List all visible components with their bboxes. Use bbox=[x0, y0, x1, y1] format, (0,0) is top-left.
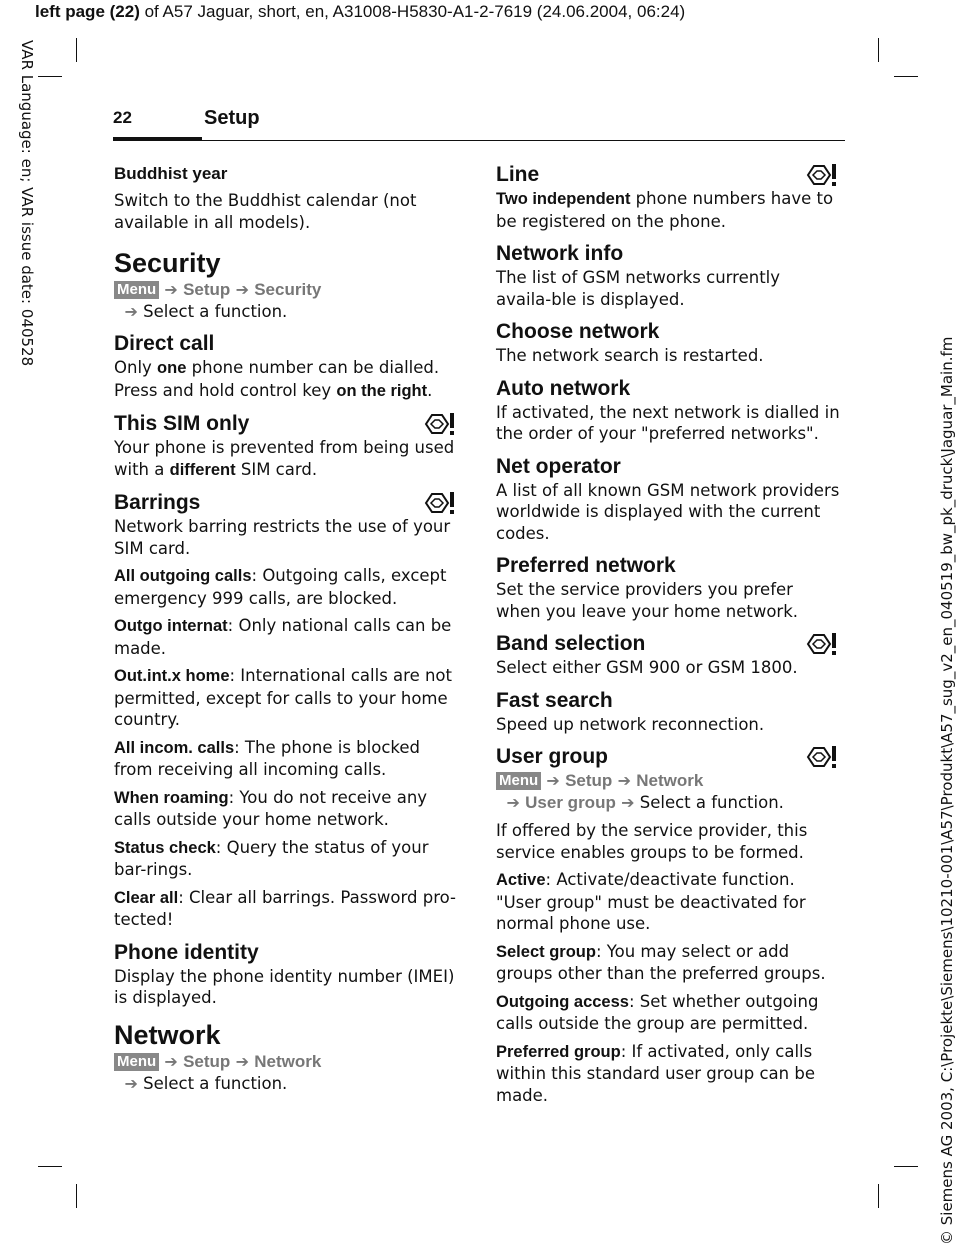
user-group-option: Select group: You may select or add groups other than the preferred groups. bbox=[496, 941, 826, 983]
arrow-right-icon: ➔ bbox=[164, 280, 178, 299]
path-item: Setup bbox=[183, 280, 231, 299]
preferred-network-heading: Preferred network bbox=[496, 554, 676, 577]
fast-search-heading: Fast search bbox=[496, 688, 613, 712]
arrow-right-icon: ➔ bbox=[235, 280, 249, 299]
crop-mark bbox=[76, 38, 77, 62]
network-info-text: The list of GSM networks currently availa-ble is displayed. bbox=[496, 268, 781, 309]
path-item: Setup bbox=[183, 1051, 231, 1071]
barring-option: All outgoing calls: Outgoing calls, except emergency 999 calls, are blocked. bbox=[114, 566, 447, 608]
crop-mark bbox=[38, 76, 62, 77]
right-column bbox=[496, 162, 840, 1112]
line-text: Two independent phone numbers have to be registered on the phone. bbox=[496, 189, 834, 231]
phone-identity-text: Display the phone identity number (IMEI) is displayed. bbox=[114, 966, 455, 1007]
buddhist-year-heading: Buddhist year bbox=[114, 164, 228, 183]
fast-search-text: Speed up network reconnection. bbox=[496, 714, 765, 734]
crop-mark bbox=[878, 38, 879, 62]
band-selection-text: Select either GSM 900 or GSM 1800. bbox=[496, 658, 798, 677]
path-item: Setup bbox=[565, 771, 613, 790]
sim-card-icon bbox=[804, 631, 838, 657]
path-instruction: Select a function. bbox=[639, 793, 784, 812]
user-group-option: Active: Activate/deactivate function. "User group" must be deactivated for normal phone use. bbox=[496, 870, 806, 933]
network-menu-path bbox=[114, 1051, 458, 1095]
crop-mark bbox=[76, 1184, 77, 1208]
crop-mark bbox=[894, 1166, 918, 1167]
arrow-right-icon: ➔ bbox=[124, 1073, 138, 1093]
user-group-option: Preferred group: If activated, only calls within this standard user group can be made. bbox=[496, 1041, 815, 1105]
barring-option: Out.int.x home: International calls are not permitted, except for calls to your home country. bbox=[114, 666, 453, 729]
band-selection-heading: Band selection bbox=[496, 631, 840, 657]
user-group-text: If offered by the service provider, this service enables groups to be formed. bbox=[496, 821, 808, 862]
side-note-left: VAR Language: en; VAR issue date: 040528 bbox=[18, 40, 36, 367]
print-header bbox=[35, 2, 915, 22]
arrow-right-icon: ➔ bbox=[617, 771, 631, 790]
arrow-right-icon: ➔ bbox=[546, 771, 560, 790]
preferred-network-text: Set the service providers you prefer when you leave your home network. bbox=[496, 580, 798, 621]
crop-mark bbox=[38, 1166, 62, 1167]
security-menu-path bbox=[114, 279, 458, 323]
print-header-info: of A57 Jaguar, short, en, A31008-H5830-A1-2-7619 (24.06.2004, 06:24) bbox=[139, 2, 686, 21]
user-group-menu-path bbox=[496, 770, 840, 814]
sim-card-icon bbox=[422, 490, 456, 516]
user-group-heading: User group bbox=[496, 744, 840, 770]
running-head: Setup bbox=[204, 107, 260, 129]
path-item: User group bbox=[525, 793, 616, 812]
menu-key: Menu bbox=[114, 281, 159, 299]
page-number: 22 bbox=[113, 108, 132, 127]
path-instruction: Select a function. bbox=[143, 302, 288, 321]
barring-option: All incom. calls: The phone is blocked from receiving all incoming calls. bbox=[114, 737, 420, 779]
net-operator-heading: Net operator bbox=[496, 454, 621, 478]
sim-card-icon bbox=[422, 411, 456, 437]
crop-mark bbox=[878, 1184, 879, 1208]
barring-option: When roaming: You do not receive any calls outside your home network. bbox=[114, 787, 428, 829]
arrow-right-icon: ➔ bbox=[621, 793, 635, 812]
arrow-right-icon: ➔ bbox=[506, 793, 520, 812]
security-heading: Security bbox=[114, 248, 221, 278]
direct-call-text: Only one phone number can be dialled. Press and hold control key on the right. bbox=[114, 358, 440, 400]
crop-mark bbox=[894, 76, 918, 77]
barring-option: Clear all: Clear all barrings. Password pro-tected! bbox=[114, 887, 456, 929]
sim-card-icon bbox=[804, 744, 838, 770]
menu-key: Menu bbox=[496, 772, 541, 790]
side-note-right: © Siemens AG 2003, C:\Projekte\Siemens\10210-001\A57\Produkt\A57_sug_v2_en_040519_bw_pk_druck\Jaguar_Main.fm bbox=[938, 336, 956, 1245]
path-instruction: Select a function. bbox=[143, 1073, 288, 1093]
network-heading: Network bbox=[114, 1019, 221, 1050]
barring-option: Outgo internat: Only national calls can be made. bbox=[114, 616, 452, 658]
sim-card-icon bbox=[804, 162, 838, 188]
path-item: Network bbox=[636, 771, 704, 790]
barrings-heading: Barrings bbox=[114, 490, 458, 516]
user-group-option: Outgoing access: Set whether outgoing calls outside the group are permitted. bbox=[496, 991, 819, 1033]
print-header-page: left page (22) bbox=[35, 2, 140, 21]
buddhist-year-text: Switch to the Buddhist calendar (not available in all models). bbox=[114, 191, 417, 232]
menu-key: Menu bbox=[114, 1053, 159, 1071]
path-item: Security bbox=[254, 280, 322, 299]
this-sim-only-text: Your phone is prevented from being used with a different SIM card. bbox=[114, 438, 455, 479]
path-item: Network bbox=[254, 1051, 322, 1071]
barring-option: Status check: Query the status of your bar-rings. bbox=[114, 837, 429, 879]
arrow-right-icon: ➔ bbox=[124, 302, 138, 321]
network-info-heading: Network info bbox=[496, 242, 624, 265]
arrow-right-icon: ➔ bbox=[164, 1051, 178, 1071]
choose-network-heading: Choose network bbox=[496, 320, 660, 343]
left-column bbox=[114, 162, 458, 1095]
this-sim-only-heading: This SIM only bbox=[114, 411, 458, 437]
auto-network-heading: Auto network bbox=[496, 376, 631, 400]
line-heading: Line bbox=[496, 162, 840, 188]
phone-identity-heading: Phone identity bbox=[114, 940, 259, 964]
net-operator-text: A list of all known GSM network providers worldwide is displayed with the current codes. bbox=[496, 480, 840, 543]
arrow-right-icon: ➔ bbox=[235, 1051, 249, 1071]
header-rule bbox=[113, 140, 845, 141]
direct-call-heading: Direct call bbox=[114, 332, 215, 355]
auto-network-text: If activated, the next network is dialled in the order of your "preferred networks". bbox=[496, 402, 840, 443]
barrings-text: Network barring restricts the use of your SIM card. bbox=[114, 517, 451, 558]
choose-network-text: The network search is restarted. bbox=[496, 346, 764, 365]
